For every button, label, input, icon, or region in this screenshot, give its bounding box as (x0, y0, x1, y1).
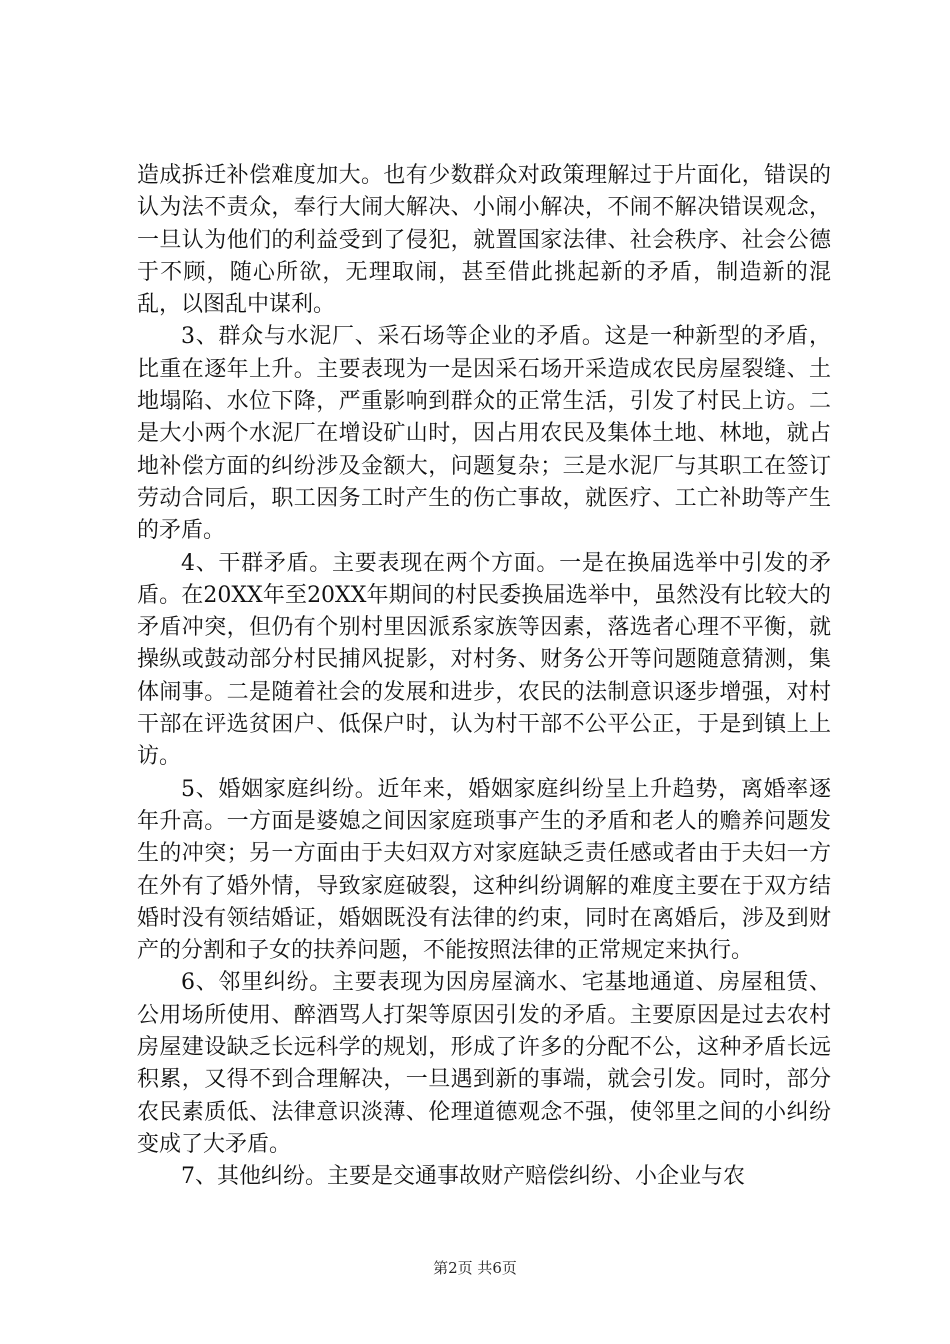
page-footer: 第2页 共6页 (433, 1259, 517, 1277)
paragraph-item-3: 3、群众与水泥厂、采石场等企业的矛盾。这是一种新型的矛盾，比重在逐年上升。主要表现为一是因采石场开采造成农民房屋裂缝、土地塌陷、水位下降，严重影响到群众的正常生活，引发了村民上访。二是大小两个水泥厂在增设矿山时，因占用农民及集体土地、林地，就占地补偿方面的纠纷涉及金额大，问题复杂；三是水泥厂与其职工在签订劳动合同后，职工因务工时产生的伤亡事故，就医疗、工亡补助等产生的矛盾。 (137, 324, 831, 544)
paragraph-item-4: 4、干群矛盾。主要表现在两个方面。一是在换届选举中引发的矛盾。在20XX年至20XX年期间的村民委换届选举中，虽然没有比较大的矛盾冲突，但仍有个别村里因派系家族等因素，落选者心理不平衡，就操纵或鼓动部分村民捕风捉影，对村务、财务公开等问题随意猜测，集体闹事。二是随着社会的发展和进步，农民的法制意识逐步增强，对村干部在评选贫困户、低保户时，认为村干部不公平公正，于是到镇上上访。 (137, 550, 831, 770)
paragraph-item-6: 6、邻里纠纷。主要表现为因房屋滴水、宅基地通道、房屋租赁、公用场所使用、醉酒骂人打架等原因引发的矛盾。主要原因是过去农村房屋建设缺乏长远科学的规划，形成了许多的分配不公，这种矛盾长远积累，又得不到合理解决，一旦遇到新的事端，就会引发。同时，部分农民素质低、法律意识淡薄、伦理道德观念不强，使邻里之间的小纠纷变成了大矛盾。 (137, 970, 831, 1157)
paragraph-item-5: 5、婚姻家庭纠纷。近年来，婚姻家庭纠纷呈上升趋势，离婚率逐年升高。一方面是婆媳之间因家庭琐事产生的矛盾和老人的赡养问题发生的冲突；另一方面由于夫妇双方对家庭缺乏责任感或者由于夫妇一方在外有了婚外情，导致家庭破裂，这种纠纷调解的难度主要在于双方结婚时没有领结婚证，婚姻既没有法律的约束，同时在离婚后，涉及到财产的分割和子女的扶养问题，不能按照法律的正常规定来执行。 (137, 776, 831, 964)
paragraph-continuation: 造成拆迁补偿难度加大。也有少数群众对政策理解过于片面化，错误的认为法不责众，奉行大闹大解决、小闹小解决，不闹不解决错误观念，一旦认为他们的利益受到了侵犯，就置国家法律、社会秩序、社会公德于不顾，随心所欲，无理取闹，甚至借此挑起新的矛盾，制造新的混乱，以图乱中谋利。 (137, 163, 831, 318)
paragraph-item-7: 7、其他纠纷。主要是交通事故财产赔偿纠纷、小企业与农 (181, 1164, 745, 1190)
document-body (137, 160, 831, 1194)
